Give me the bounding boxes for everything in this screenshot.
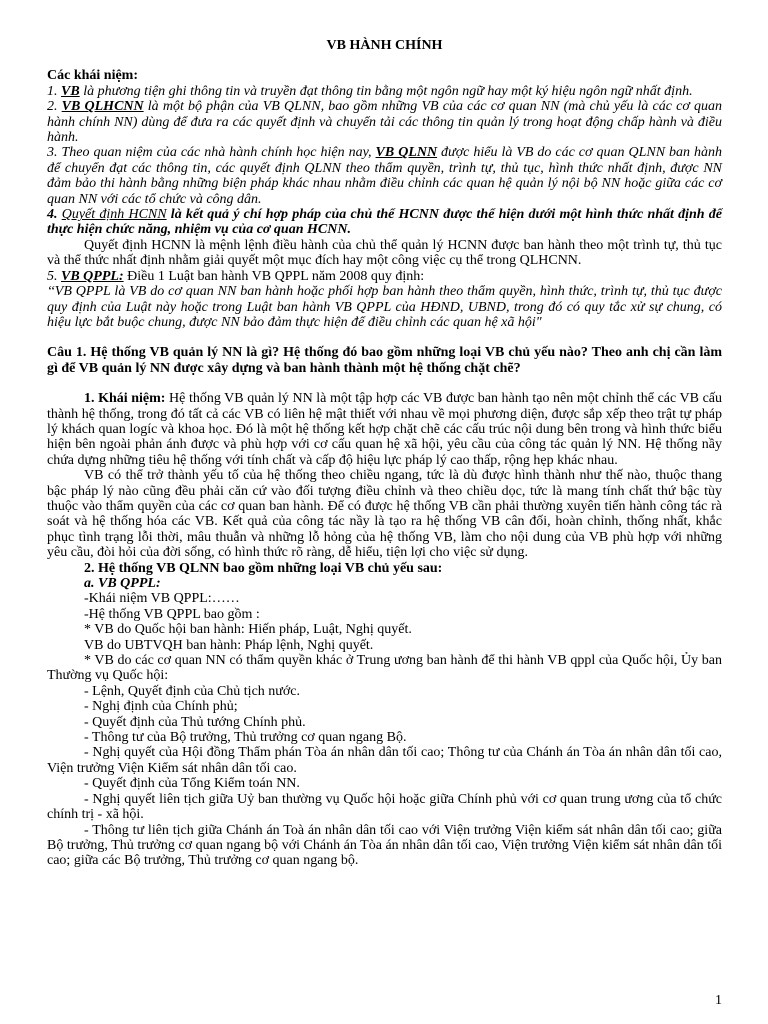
concept-5 [47, 269, 722, 284]
concept-2-term: VB QLHCNN [61, 99, 144, 115]
concept-3-text: được hiểu là VB do các cơ quan QLNN ban hành để chuyển đạt các thông tin, các quyết định QLNN theo thẩm quyền, trình tự, thủ tục, hình thức nhất định, được NN đảm bảo thi hành bằng những biện pháp khác nhau nhằm điều chỉnh các quan hệ quản lý nội bộ NN hoặc giữa các cơ quan NN với các tổ chức và công dân. [47, 145, 723, 207]
definition-paragraph [47, 391, 722, 468]
definition-text: Hệ thống VB quản lý NN là một tập hợp các VB được ban hành tạo nên một chỉnh thể các VB cấu thành hệ thống, trong đó tất cả các VB có liên hệ mật thiết với nhau về mọi phương diện, được sắp xếp theo trật tự pháp lý khách quan logíc và khoa học. Đó là một hệ thống kết hợp chặt chẽ các cấu trúc nội dung bên trong và hình thức biểu hiện bên ngoài phản ánh được và phù hợp với cơ cấu quan hệ xã hội, yêu cầu của công tác quản lý NN. Hệ thống nầy chứa dựng những tiêu hệ thống với tính chất và cấp độ hiệu lực pháp lý cao thấp, rộng hẹp khác nhau. [47, 391, 722, 468]
concept-4-paragraph: Quyết định HCNN là mệnh lệnh điều hành của chủ thể quản lý HCNN được ban hành theo một trình tự, thủ tục và thể thức nhất định nhằm giải quyết một mục đích hay một công việc cụ thể trong QLHCNN. [47, 237, 722, 269]
list-item: * VB do các cơ quan NN có thẩm quyền khác ở Trung ương ban hành để thi hành VB qppl của Quốc hội, Ủy ban Thường vụ Quốc hội: [47, 653, 722, 684]
list-item: VB do UBTVQH ban hành: Pháp lệnh, Nghị quyết. [84, 637, 374, 653]
concept-3 [47, 145, 722, 207]
document-page [47, 38, 722, 869]
list-item: - Quyết định của Thủ tướng Chính phủ. [84, 714, 306, 730]
concept-1-term: VB [61, 83, 80, 99]
list-item: * VB do Quốc hội ban hành: Hiến pháp, Luật, Nghị quyết. [84, 622, 412, 638]
list-item: - Nghị quyết liên tịch giữa Uỷ ban thường vụ Quốc hội hoặc giữa Chính phủ với cơ quan trung ương của tổ chức chính trị - xã hội. [47, 791, 722, 823]
section-2-heading: 2. Hệ thống VB QLNN bao gồm những loại VB chủ yếu sau: [84, 560, 443, 576]
list-item: - Thông tư liên tịch giữa Chánh án Toà án nhân dân tối cao với Viện trưởng Viện kiểm sát nhân dân tối cao; giữa Bộ trưởng, Thủ trưởng cơ quan ngang bộ với Chánh án Tòa án nhân dân tối cao, Viện trưởng Viện kiểm sát nhân dân tối cao; giữa các Bộ trưởng, Thủ trưởng cơ quan ngang bộ. [47, 822, 722, 869]
concept-2-text: là một bộ phận của VB QLNN, bao gồm những VB của các cơ quan NN (mà chủ yếu là các cơ quan hành chính NN) dùng để đưa ra các quyết định và chuyển tải các thông tin quản lý trong hoạt động chấp hành và điều hành. [47, 99, 722, 146]
concept-4 [47, 207, 722, 238]
document-title: VB HÀNH CHÍNH [326, 38, 443, 53]
system-paragraph: VB có thể trở thành yếu tố của hệ thống theo chiều ngang, tức là dù được hình thành như thế nào, thuộc thang bậc pháp lý nào cũng đều phải căn cứ vào đối tượng điều chỉnh và theo chiều dọc, tức là mang tính chất thứ bậc tùy thuộc vào thẩm quyền của các cơ quan ban hành. Để có được hệ thống VB cần phải thường xuyên tiến hành công tác rà soát và hệ thống hóa các VB. Kết quả của công tác nầy là tạo ra hệ thống VB cân đối, hoàn chỉnh, thống nhất, khắc phục tình trạng lỗi thời, mâu thuẫn và những lỗ hỏng của hệ thống VB, làm cho nội dung của VB phù hợp với những yêu cầu, đòi hỏi của đời sống, có hình thức rõ ràng, dễ hiểu, tiện lợi cho việc sử dụng. [47, 468, 722, 561]
concept-4-term: Quyết định HCNN [61, 207, 167, 223]
concept-5-quote: ‘‘VB QPPL là VB do cơ quan NN ban hành hoặc phối hợp ban hành theo thẩm quyền, hình thức, trình tự, thủ tục được quy định của Luật này hoặc trong Luật ban hành VB QPPL của HĐND, UBND, trong đó có quy tắc xử sự chung, có hiệu lực bắt buộc chung, được NN bảo đảm thực hiện để điều chỉnh các quan hệ xã hội" [47, 284, 722, 330]
list-item: -Hệ thống VB QPPL bao gồm : [84, 606, 260, 622]
concept-3-number: 3. Theo quan niệm của các nhà hành chính học hiện nay, [47, 145, 376, 161]
list-item: - Nghị quyết của Hội đồng Thẩm phán Tòa án nhân dân tối cao; Thông tư của Chánh án Tòa án nhân dân tối cao, Viện trưởng Viện Kiểm sát nhân dân tối cao. [47, 745, 722, 776]
section-2a-heading: a. VB QPPL: [84, 576, 161, 591]
concept-5-number: 5. [47, 268, 61, 284]
concepts-heading: Các khái niệm: [47, 68, 138, 84]
concept-4-text: là kết quả ý chí hợp pháp của chủ thể HCNN được thể hiện dưới một hình thức nhất định để thực hiện chức năng, nhiệm vụ của cơ quan HCNN. [47, 207, 722, 238]
concept-1-text: là phương tiện ghi thông tin và truyền đạt thông tin bằng một ngôn ngữ hay một ký hiệu ngôn ngữ nhất định. [79, 83, 693, 99]
page-number: 1 [715, 993, 722, 1008]
list-item: - Lệnh, Quyết định của Chủ tịch nước. [84, 683, 300, 699]
concept-1 [47, 84, 722, 99]
concept-1-number: 1. [47, 83, 61, 99]
concept-2-number: 2. [47, 99, 62, 115]
list-item: - Nghị định của Chính phủ; [84, 699, 238, 715]
concept-5-term: VB QPPL: [61, 268, 124, 284]
spacer [47, 330, 722, 345]
concept-5-text: Điều 1 Luật ban hành VB QPPL năm 2008 quy định: [123, 268, 425, 284]
list-item: - Quyết định của Tổng Kiểm toán NN. [84, 776, 300, 792]
question-1: Câu 1. Hệ thống VB quản lý NN là gì? Hệ thống đó bao gồm những loại VB chủ yếu nào? Theo anh chị cần làm gì để VB quản lý NN được xây dựng và ban hành thành một hệ thống chặt chẽ? [47, 345, 722, 376]
concept-3-term: VB QLNN [375, 145, 438, 161]
concept-2 [47, 99, 722, 145]
definition-label: 1. Khái niệm: [84, 391, 166, 407]
list-item: -Khái niệm VB QPPL:…… [84, 591, 240, 607]
list-item: - Thông tư của Bộ trưởng, Thủ trưởng cơ quan ngang Bộ. [84, 730, 407, 746]
concept-4-number: 4. [47, 207, 62, 223]
spacer [47, 376, 722, 391]
